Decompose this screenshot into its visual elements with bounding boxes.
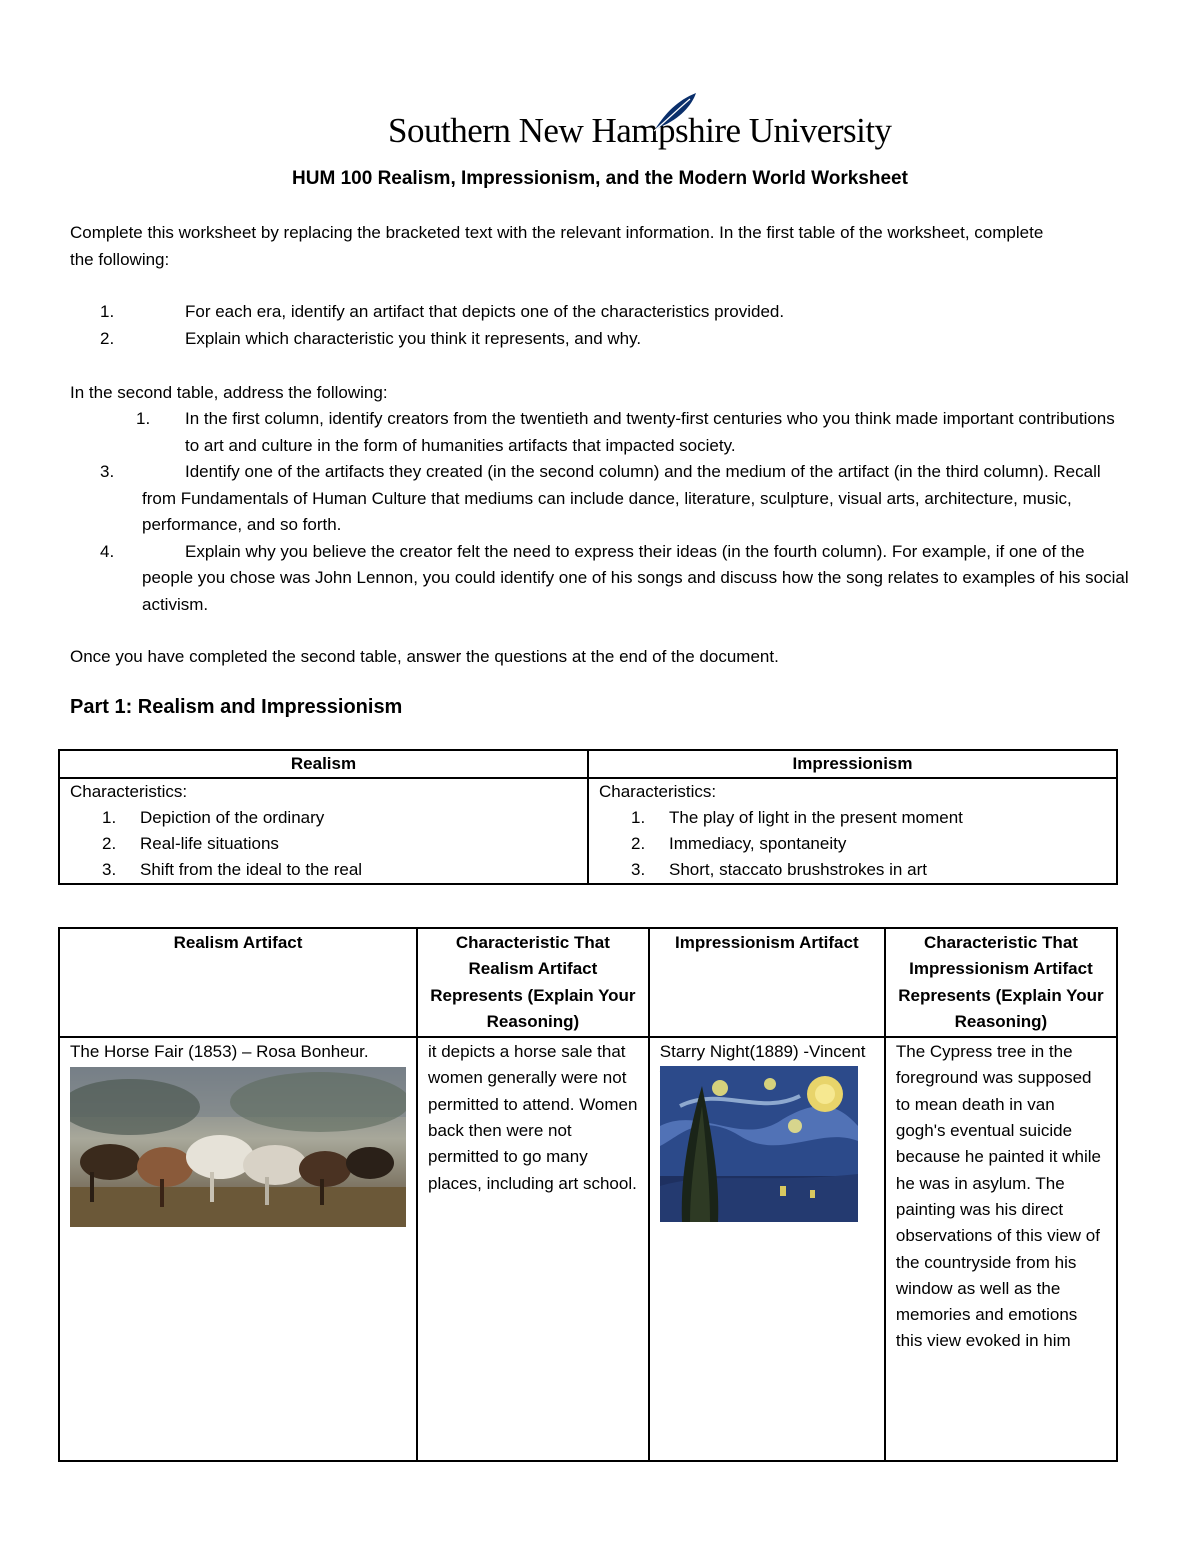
characteristics-label: Characteristics:	[70, 782, 188, 801]
list-item	[70, 326, 1070, 353]
list-item-text: Short, staccato brushstrokes in art	[669, 860, 927, 879]
list-item	[102, 857, 577, 883]
realism-characteristics-list	[70, 805, 577, 883]
characteristics-label: Characteristics:	[599, 782, 717, 801]
document-title: HUM 100 Realism, Impressionism, and the Modern World Worksheet	[292, 168, 908, 189]
university-logo	[388, 95, 892, 157]
list-item-text: Shift from the ideal to the real	[140, 860, 363, 879]
realism-artifact-caption: The Horse Fair (1853) – Rosa Bonheur.	[70, 1042, 369, 1062]
list-item-text: Real-life situations	[140, 834, 279, 853]
starry-night-painting	[660, 1066, 858, 1222]
list-item	[631, 831, 1106, 857]
list-item	[70, 459, 1130, 539]
list-item-text: In the first column, identify creators from the twentieth and twenty-first centuries who you think made important contributions to art and culture in the form of humanities artifacts that impacted society.	[185, 409, 1115, 455]
artifact-table	[58, 927, 1118, 1462]
impressionism-reasoning-cell: The Cypress tree in the foreground was supposed to mean death in van gogh's eventual suicide because he painted it while he was in asylum. The painting was his direct observations of this view of the countryside from his window as well as the memories and emotions this view evoked in him	[885, 1037, 1117, 1461]
realism-artifact-cell	[59, 1037, 417, 1461]
list-item-text: For each era, identify an artifact that depicts one of the characteristics provided.	[185, 302, 785, 321]
instruction-list-2	[70, 406, 1130, 618]
list-item	[102, 805, 577, 831]
list-number: 2.	[102, 834, 117, 853]
impressionism-artifact-caption: Starry Night(1889) -Vincent	[659, 1042, 866, 1062]
impressionism-characteristics-cell	[588, 778, 1117, 884]
realism-artifact-header: Realism Artifact	[59, 928, 417, 1037]
list-number: 1.	[102, 808, 117, 827]
list-number: 3.	[102, 860, 117, 879]
impressionism-artifact-cell	[649, 1037, 885, 1461]
impressionism-artifact-header: Impressionism Artifact	[649, 928, 885, 1037]
list-item	[70, 539, 1130, 619]
list-item	[631, 857, 1106, 883]
second-table-intro: In the second table, address the following:	[70, 383, 388, 402]
list-number: 1.	[100, 302, 115, 321]
logo-wordmark: Southern New Hampshire University	[388, 111, 892, 150]
realism-header: Realism	[59, 750, 588, 778]
list-number: 1.	[136, 409, 151, 428]
list-item	[70, 299, 1070, 326]
impressionism-reasoning-header: Characteristic That Impressionism Artifact Represents (Explain Your Reasoning)	[885, 928, 1117, 1037]
list-item	[102, 831, 577, 857]
list-number: 2.	[631, 834, 646, 853]
list-item	[631, 805, 1106, 831]
list-item-text: Explain why you believe the creator felt the need to express their ideas (in the fourth column). For example, if one of the people you chose was John Lennon, you could identify one of his songs and discuss how the song relates to examples of his social activism.	[142, 541, 1129, 614]
intro-paragraph: Complete this worksheet by replacing the bracketed text with the relevant information. In the first table of the worksheet, complete the following:	[70, 223, 1044, 269]
list-item-text: Depiction of the ordinary	[140, 808, 325, 827]
realism-reasoning-cell: it depicts a horse sale that women generally were not permitted to attend. Women back then were not permitted to go many places, including art school.	[417, 1037, 649, 1461]
list-item-text: Immediacy, spontaneity	[669, 834, 847, 853]
impressionism-characteristics-list	[599, 805, 1106, 883]
list-number: 2.	[100, 328, 115, 348]
characteristics-table	[58, 749, 1118, 885]
impressionism-header: Impressionism	[588, 750, 1117, 778]
realism-reasoning-header: Characteristic That Realism Artifact Represents (Explain Your Reasoning)	[417, 928, 649, 1037]
list-item-text: Explain which characteristic you think it represents, and why.	[185, 328, 642, 348]
closing-instruction: Once you have completed the second table, answer the questions at the end of the document.	[70, 647, 779, 666]
horse-fair-painting	[70, 1067, 406, 1227]
instruction-list-1	[70, 299, 1070, 352]
feather-leaf-icon	[650, 91, 698, 133]
realism-characteristics-cell	[59, 778, 588, 884]
list-item-text: The play of light in the present moment	[669, 808, 963, 827]
list-number: 3.	[631, 860, 646, 879]
list-number: 4.	[100, 541, 115, 561]
list-number: 3.	[100, 462, 115, 481]
list-item-text: Identify one of the artifacts they created (in the second column) and the medium of the artifact (in the third column). Recall from Fundamentals of Human Culture that mediums can include dance, literature, sculpture, visual arts, architecture, music, performance, and so forth.	[142, 462, 1101, 534]
list-item	[70, 406, 1130, 459]
part-1-heading: Part 1: Realism and Impressionism	[70, 696, 403, 718]
list-number: 1.	[631, 808, 646, 827]
